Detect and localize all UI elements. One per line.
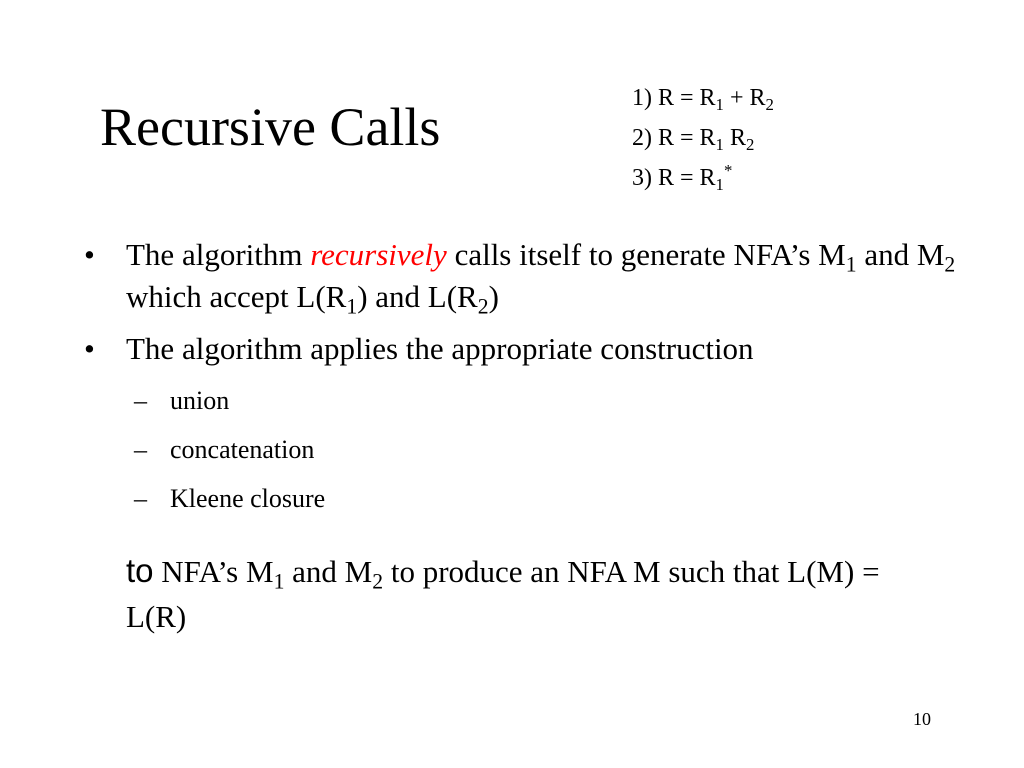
emphasis-recursively: recursively bbox=[310, 237, 447, 272]
dash-marker: – bbox=[134, 484, 147, 513]
bullet-marker: • bbox=[84, 237, 95, 272]
rule-concatenation: 2) $R = R_1$ $R_2$ bbox=[632, 125, 755, 155]
closing-statement: to NFA’s $M_1$ and $M_2$ to produce an NFA M such that L(M) = L(R) bbox=[126, 552, 880, 634]
subitem-concatenation: – concatenation bbox=[134, 425, 964, 474]
bullet-recursive-call: • The algorithm recursively calls itself to generate NFA’s $M_1$ and $M_2$ which accept $L(R_1)$ and $L(R_2)$ bbox=[84, 234, 964, 318]
subitem-union: – union bbox=[134, 376, 964, 425]
rule-kleene-closure: 3) $R = R_1^*$ bbox=[632, 160, 733, 195]
bullet-marker: • bbox=[84, 331, 95, 366]
dash-marker: – bbox=[134, 386, 147, 415]
bullet-list bbox=[84, 234, 964, 523]
subitem-kleene-closure: – Kleene closure bbox=[134, 474, 964, 523]
slide-title: Recursive Calls bbox=[100, 97, 441, 157]
construction-rules bbox=[632, 78, 774, 198]
page-number: 10 bbox=[913, 709, 931, 729]
construction-list bbox=[134, 376, 964, 523]
dash-marker: – bbox=[134, 435, 147, 464]
bullet-apply-construction: • The algorithm applies the appropriate construction bbox=[84, 328, 964, 370]
rule-union: 1) $R = R_1 + R_2$ bbox=[632, 85, 774, 115]
